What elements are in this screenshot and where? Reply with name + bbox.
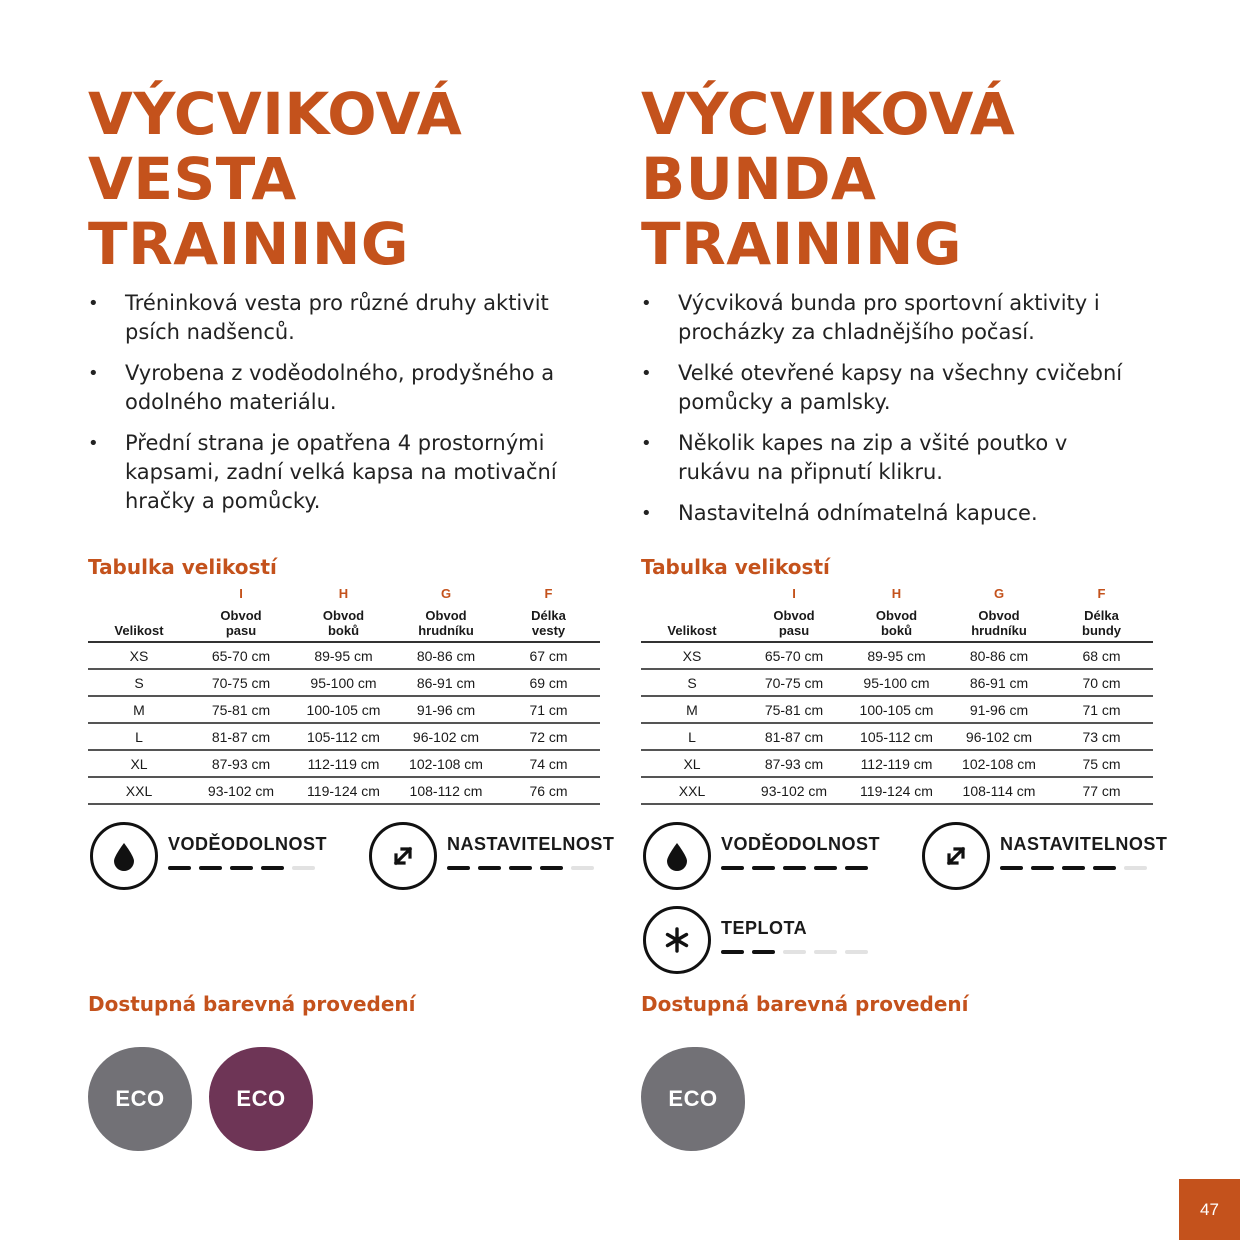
rating-dash-filled	[1000, 866, 1023, 870]
table-cell: 65-70 cm	[743, 642, 845, 669]
table-row	[88, 696, 600, 723]
rating-scale	[168, 866, 315, 870]
rating-dash-filled	[168, 866, 191, 870]
size-label-cell: XS	[641, 642, 743, 669]
table-cell: 72 cm	[497, 723, 600, 750]
table-header-cell	[497, 586, 600, 642]
title-line: TRAINING	[88, 210, 409, 278]
feature-label: NASTAVITELNOST	[1000, 834, 1168, 854]
measure-letter: I	[239, 586, 243, 601]
table-header-cell	[948, 586, 1050, 642]
list-item-text: Velké otevřené kapsy na všechny cvičební pomůcky a pamlsky.	[678, 361, 1123, 414]
color-swatch: ECO	[88, 1047, 192, 1151]
list-item	[641, 429, 1141, 487]
size-label-cell: M	[641, 696, 743, 723]
table-cell: 77 cm	[1050, 777, 1153, 804]
table-row	[88, 777, 600, 804]
resize-arrows-icon	[922, 822, 990, 890]
title-line: VÝCVIKOVÁ	[641, 80, 1016, 148]
table-row	[88, 750, 600, 777]
feature-rating	[641, 822, 881, 892]
feature-label: NASTAVITELNOST	[447, 834, 615, 854]
rating-dash-empty	[814, 950, 837, 954]
rating-dash-empty	[571, 866, 594, 870]
table-cell: 69 cm	[497, 669, 600, 696]
measure-letter: G	[440, 586, 452, 601]
table-header-cell	[395, 586, 497, 642]
table-cell: 91-96 cm	[948, 696, 1050, 723]
rating-dash-filled	[230, 866, 253, 870]
color-swatch: ECO	[209, 1047, 313, 1151]
measure-letter	[641, 601, 743, 616]
list-item	[641, 289, 1141, 347]
water-drop-icon	[643, 822, 711, 890]
table-row	[88, 723, 600, 750]
table-row	[641, 642, 1153, 669]
table-cell: 95-100 cm	[845, 669, 948, 696]
size-label-cell: XL	[641, 750, 743, 777]
rating-dash-empty	[783, 950, 806, 954]
rating-dash-filled	[721, 866, 744, 870]
list-item-text: Nastavitelná odnímatelná kapuce.	[678, 501, 1038, 525]
title-line: VESTA	[88, 145, 297, 213]
list-item-text: Několik kapes na zip a všité poutko v rukávu na připnutí klikru.	[678, 431, 1068, 484]
bullet-icon: •	[641, 433, 652, 454]
rating-dash-filled	[783, 866, 806, 870]
table-header-cell	[1050, 586, 1153, 642]
table-row	[641, 750, 1153, 777]
rating-dash-filled	[1031, 866, 1054, 870]
rating-dash-filled	[540, 866, 563, 870]
size-label-cell: XXL	[88, 777, 190, 804]
water-drop-icon	[90, 822, 158, 890]
rating-dash-empty	[1124, 866, 1147, 870]
table-cell: 75 cm	[1050, 750, 1153, 777]
size-table	[641, 586, 1153, 805]
list-item	[88, 429, 588, 516]
measure-letter: H	[891, 586, 902, 601]
table-cell: 112-119 cm	[845, 750, 948, 777]
rating-dash-filled	[261, 866, 284, 870]
table-row	[641, 669, 1153, 696]
color-options-heading: Dostupná barevná provedení	[88, 992, 416, 1016]
column-header: Obvod pasu	[773, 608, 815, 638]
size-label-cell: M	[88, 696, 190, 723]
size-label-cell: XS	[88, 642, 190, 669]
rating-scale	[447, 866, 594, 870]
feature-rating	[641, 906, 881, 976]
title-line: BUNDA	[641, 145, 877, 213]
rating-dash-empty	[845, 950, 868, 954]
table-cell: 102-108 cm	[948, 750, 1050, 777]
table-header-cell	[743, 586, 845, 642]
table-cell: 81-87 cm	[190, 723, 292, 750]
list-item-text: Přední strana je opatřena 4 prostornými kapsami, zadní velká kapsa na motivační hračky a pomůcky.	[125, 431, 557, 513]
size-label-cell: S	[88, 669, 190, 696]
bullet-icon: •	[88, 293, 99, 314]
list-item	[641, 499, 1141, 528]
table-header-cell	[292, 586, 395, 642]
color-swatch: ECO	[641, 1047, 745, 1151]
table-cell: 105-112 cm	[845, 723, 948, 750]
table-header-cell	[88, 586, 190, 642]
table-cell: 87-93 cm	[743, 750, 845, 777]
product-title	[641, 82, 1015, 277]
table-row	[88, 642, 600, 669]
rating-dash-filled	[752, 866, 775, 870]
size-table	[88, 586, 600, 805]
table-cell: 65-70 cm	[190, 642, 292, 669]
table-cell: 102-108 cm	[395, 750, 497, 777]
measure-letter: I	[792, 586, 796, 601]
table-cell: 112-119 cm	[292, 750, 395, 777]
list-item	[88, 289, 588, 347]
table-cell: 75-81 cm	[743, 696, 845, 723]
rating-dash-filled	[478, 866, 501, 870]
table-cell: 96-102 cm	[395, 723, 497, 750]
table-header-cell	[190, 586, 292, 642]
snowflake-icon	[643, 906, 711, 974]
size-label-cell: L	[641, 723, 743, 750]
rating-dash-filled	[845, 866, 868, 870]
table-header-cell	[845, 586, 948, 642]
size-label-cell: L	[88, 723, 190, 750]
page-number: 47	[1179, 1179, 1240, 1240]
product-title	[88, 82, 462, 277]
column-header: Délka vesty	[531, 608, 566, 638]
table-row	[641, 696, 1153, 723]
feature-rating	[367, 822, 615, 892]
table-cell: 86-91 cm	[948, 669, 1050, 696]
table-cell: 89-95 cm	[845, 642, 948, 669]
rating-dash-filled	[509, 866, 532, 870]
size-table-heading: Tabulka velikostí	[88, 555, 277, 579]
table-cell: 73 cm	[1050, 723, 1153, 750]
table-cell: 119-124 cm	[292, 777, 395, 804]
rating-dash-filled	[752, 950, 775, 954]
color-options-heading: Dostupná barevná provedení	[641, 992, 969, 1016]
title-line: TRAINING	[641, 210, 962, 278]
bullet-icon: •	[641, 503, 652, 524]
table-cell: 91-96 cm	[395, 696, 497, 723]
rating-dash-filled	[721, 950, 744, 954]
table-cell: 74 cm	[497, 750, 600, 777]
rating-dash-filled	[814, 866, 837, 870]
table-cell: 76 cm	[497, 777, 600, 804]
bullet-icon: •	[641, 363, 652, 384]
table-cell: 71 cm	[1050, 696, 1153, 723]
table-cell: 70-75 cm	[743, 669, 845, 696]
table-cell: 71 cm	[497, 696, 600, 723]
table-cell: 70-75 cm	[190, 669, 292, 696]
column-header: Délka bundy	[1082, 608, 1121, 638]
table-cell: 86-91 cm	[395, 669, 497, 696]
table-cell: 119-124 cm	[845, 777, 948, 804]
feature-label: TEPLOTA	[721, 918, 808, 938]
table-cell: 81-87 cm	[743, 723, 845, 750]
list-item	[88, 359, 588, 417]
column-header: Obvod hrudníku	[971, 608, 1027, 638]
rating-dash-filled	[1062, 866, 1085, 870]
rating-dash-empty	[292, 866, 315, 870]
table-row	[641, 777, 1153, 804]
column-header: Obvod pasu	[220, 608, 262, 638]
table-cell: 93-102 cm	[743, 777, 845, 804]
bullet-icon: •	[641, 293, 652, 314]
table-cell: 96-102 cm	[948, 723, 1050, 750]
table-cell: 68 cm	[1050, 642, 1153, 669]
feature-rating	[920, 822, 1168, 892]
list-item-text: Výcviková bunda pro sportovní aktivity i procházky za chladnějšího počasí.	[678, 291, 1100, 344]
list-item-text: Vyrobena z voděodolného, prodyšného a odolného materiálu.	[125, 361, 555, 414]
table-cell: 95-100 cm	[292, 669, 395, 696]
column-header: Velikost	[114, 623, 164, 638]
table-cell: 87-93 cm	[190, 750, 292, 777]
table-row	[88, 669, 600, 696]
measure-letter: H	[338, 586, 349, 601]
size-label-cell: XXL	[641, 777, 743, 804]
bullet-icon: •	[88, 363, 99, 384]
rating-dash-filled	[199, 866, 222, 870]
feature-label: VODĚODOLNOST	[168, 834, 328, 854]
table-cell: 100-105 cm	[292, 696, 395, 723]
size-table-heading: Tabulka velikostí	[641, 555, 830, 579]
table-cell: 89-95 cm	[292, 642, 395, 669]
feature-rating	[88, 822, 328, 892]
table-cell: 80-86 cm	[395, 642, 497, 669]
column-header: Velikost	[667, 623, 717, 638]
title-line: VÝCVIKOVÁ	[88, 80, 463, 148]
column-header: Obvod hrudníku	[418, 608, 474, 638]
measure-letter: F	[1097, 586, 1106, 601]
table-cell: 80-86 cm	[948, 642, 1050, 669]
table-cell: 108-112 cm	[395, 777, 497, 804]
table-cell: 67 cm	[497, 642, 600, 669]
table-header-cell	[641, 586, 743, 642]
table-cell: 108-114 cm	[948, 777, 1050, 804]
rating-scale	[721, 866, 868, 870]
table-cell: 100-105 cm	[845, 696, 948, 723]
measure-letter: F	[544, 586, 553, 601]
feature-list	[641, 289, 1141, 540]
table-row	[641, 723, 1153, 750]
column-header: Obvod boků	[875, 608, 918, 638]
measure-letter: G	[993, 586, 1005, 601]
column-header: Obvod boků	[322, 608, 365, 638]
rating-dash-filled	[447, 866, 470, 870]
rating-dash-filled	[1093, 866, 1116, 870]
table-cell: 70 cm	[1050, 669, 1153, 696]
feature-label: VODĚODOLNOST	[721, 834, 881, 854]
feature-list	[88, 289, 588, 528]
size-label-cell: XL	[88, 750, 190, 777]
bullet-icon: •	[88, 433, 99, 454]
rating-scale	[1000, 866, 1147, 870]
table-cell: 93-102 cm	[190, 777, 292, 804]
resize-arrows-icon	[369, 822, 437, 890]
table-cell: 105-112 cm	[292, 723, 395, 750]
rating-scale	[721, 950, 868, 954]
list-item	[641, 359, 1141, 417]
table-cell: 75-81 cm	[190, 696, 292, 723]
list-item-text: Tréninková vesta pro různé druhy aktivit psích nadšenců.	[125, 291, 549, 344]
measure-letter	[88, 601, 190, 616]
size-label-cell: S	[641, 669, 743, 696]
